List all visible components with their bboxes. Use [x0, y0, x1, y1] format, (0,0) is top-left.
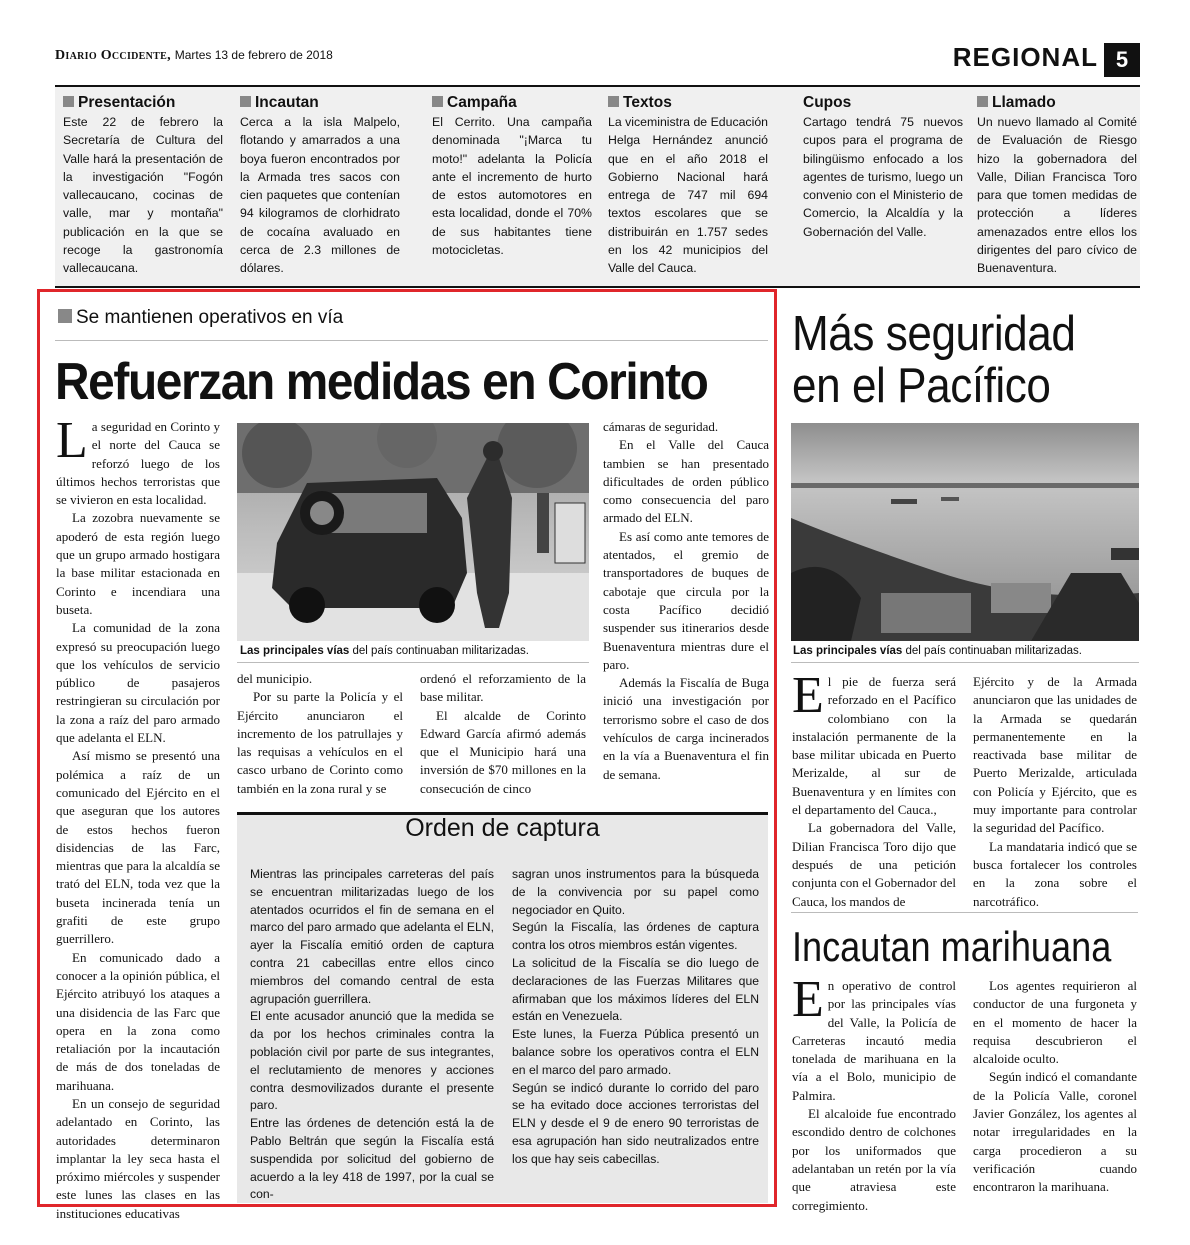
square-bullet-icon [608, 96, 619, 107]
main-kicker: Se mantienen operativos en vía [58, 307, 343, 329]
pacifico-photo-caption: Las principales vías del país continuaban militarizadas. [793, 645, 1082, 657]
pacifico-column-2: Ejército y de la Armada anunciaron que las unidades de la Armada se quedarán permanentemente en la reactivada base militar de Puerto Merizalde, articulada con Policía y Ejército, que es muy importante para controlar la seguridad del Pacífico. La mandataria indicó que se busca fortalecer los controles en la zona sobre el narcotráfico. [973, 674, 1137, 909]
square-bullet-icon [432, 96, 443, 107]
main-photo-caption: Las principales vías del país continuaban militarizadas. [240, 645, 529, 657]
brief-text: Este 22 de febrero la Secretaría de Cultura del Valle hará la presentación de la investigación "Fogón vallecaucano, cocinas de valle, mar y montaña" publicación en la que se recoge la gastronomía vallecaucana. [63, 115, 223, 276]
briefs-strip [55, 85, 1140, 288]
brief-incautan: Incautan Cerca a la isla Malpelo, flotando y amarrados a una boya fueron encontrados por la Armada tres sacos con cien paquetes que contenían 94 kilogramos de clorhidrato de cocaína avaluado en cerca de 2.3 millones de dólares. [240, 93, 400, 278]
pacifico-bay-photo [791, 423, 1139, 641]
orden-column-2: sagran unos instrumentos para la búsqueda de la convivencia por su papel como negociador en Quito. Según la Fiscalía, las órdenes de captura contra los otros miembros están vigentes. La solicitud de la Fiscalía se dio luego de declaraciones de las Fuerzas Militares que afirmaban que los máximos líderes del ELN están en Venezuela. Este lunes, la Fuerza Pública presentó un balance sobre los operativos contra el ELN en el marco del paro armado. Según se indicó durante lo corrido del paro se ha evitado doce acciones terroristas del ELN y desde el 9 de enero 90 terroristas de esa agrupación han sido neutralizados entre los que hay seis cabecillas. [512, 867, 759, 1166]
square-bullet-icon [240, 96, 251, 107]
dropcap: E [792, 667, 824, 724]
page-header [55, 40, 1140, 78]
corinto-checkpoint-photo [237, 423, 589, 641]
issue-date: Martes 13 de febrero de 2018 [174, 48, 333, 62]
main-column-1: La seguridad en Corinto y el norte del Cauca se reforzó luego de los últimos hechos terroristas que se vivieron en esta localidad. La zozobra nuevamente se apoderó de esta región luego que un grupo armado hostigara la base militar estacionada en Corinto e incendiara una buseta. La comunidad de la zona expresó su preocupación luego que los vehículos de servicio público de pasajeros restringieran su circulación por la zona a raíz del paro armado que adelanta el ELN. Así mismo se presentó una polémica a raíz de un comunicado del Ejército en el que aseguran que los autores de estos hechos fueron disidencias de las Farc, mientras que para la alcaldía se trató del ELN, toda vez que la buseta incinerada tenía un grafiti de este grupo guerrillero. En comunicado dado a conocer a la opinión pública, el Ejército atribuyó los ataques a una disidencia de las Farc que opera en la zona como retaliación por la incautación de más de dos toneladas de marihuana. En un consejo de seguridad adelantado en Corinto, las autoridades determinaron implantar la ley seca hasta el próximo miércoles y suspender este lunes las clases en las instituciones educativas [56, 412, 220, 1221]
pacifico-headline: Más seguridad en el Pacífico [792, 307, 1076, 413]
brief-cupos: Cupos Cartago tendrá 75 nuevos cupos para el programa de bilingüismo enfocado a los agentes de turismo, luego un convenio con el Ministerio de Comercio, la Alcaldía y la Gobernación del Valle. [803, 93, 963, 241]
square-bullet-icon [58, 309, 72, 323]
brief-text: La viceministra de Educación Helga Hernández anunció que en el año 2018 el Gobierno Nacional hará entrega de 747 mil 694 textos escolares que se distribuirán en 1.757 sedes en los 42 municipios del Valle del Cauca. [608, 115, 768, 276]
marihuana-column-2: Los agentes requirieron al conductor de una furgoneta y en el momento de hacer la requisa descubrieron el alcaloide oculto. Según indicó el comandante de la Policía Valle, coronel Javier González, los agentes al notar irregularidades en la carga procedieron a su verificación cuando encontraron la marihuana. [973, 978, 1137, 1195]
square-bullet-icon [977, 96, 988, 107]
brief-text: Cerca a la isla Malpelo, flotando y amarrados a una boya fueron encontrados por la Armada tres sacos con cien paquetes que contenían 94 kilogramos de clorhidrato de cocaína avaluado en cerca de 2.3 millones de dólares. [240, 115, 400, 276]
square-bullet-icon [63, 96, 74, 107]
marihuana-column-1: En operativo de control por las principales vías del Valle, la Policía de Carreteras incautó media tonelada de marihuana en la vía a el Bolo, municipio de Palmira. El alcaloide fue encontrado escondido dentro de colchones por los uniformados que adelantaban un retén por la vía que atraviesa este corregimiento. [792, 971, 956, 1213]
paper-name: Diario Occidente, Martes 13 de febrero de 2018 [55, 48, 333, 63]
orden-captura-title: Orden de captura [405, 814, 600, 842]
dropcap: E [792, 971, 824, 1028]
section-title: REGIONAL [952, 42, 1098, 72]
page-number: 5 [1104, 43, 1140, 77]
divider [791, 912, 1138, 913]
divider [237, 662, 589, 663]
pacifico-column-1: El pie de fuerza será reforzado en el Pacífico colombiano con la instalación permanente de la base militar ubicada en Puerto Merizalde, al sur de Buenaventura y en límites con el departamento del Cauca., La gobernadora del Valle, Dilian Francisca Toro dijo que después de una petición conjunta con el Gobernador del Cauca, los mandos de [792, 667, 956, 909]
dropcap: L [56, 412, 88, 469]
brief-textos: Textos La viceministra de Educación Helga Hernández anunció que en el año 2018 el Gobierno Nacional hará entrega de 747 mil 694 textos escolares que se distribuirán en 1.757 sedes en los 42 municipios del Valle del Cauca. [608, 93, 768, 278]
brief-text: Un nuevo llamado al Comité de Evaluación de Riesgo hizo la gobernadora del Valle, Dilian Francisca Toro para que tomen medidas de protección a líderes amenazados entre ellos los dirigentes del paro cívico de Buenaventura. [977, 115, 1137, 276]
brief-presentacion: Presentación Este 22 de febrero la Secretaría de Cultura del Valle hará la presentación de la investigación "Fogón vallecaucano, cocinas de valle, mar y montaña" publicación en la que se recoge la gastronomía vallecaucana. [63, 93, 223, 278]
main-headline: Refuerzan medidas en Corinto [55, 353, 708, 411]
main-column-3: ordenó el reforzamiento de la base militar. El alcalde de Corinto Edward García afirmó además que el Municipio hará una inversión de $70 millones en la consecución de cinco [420, 671, 586, 796]
main-column-4: cámaras de seguridad. En el Valle del Cauca tambien se han presentado dificultades de orden público como consecuencia del paro armado del ELN. Es así como ante temores de atentados, el gremio de transportadores de buques de cabotaje que circula por la costa Pacífico decidió suspender sus itinerarios desde Buenaventura mientras dure el paro. Además la Fiscalía de Buga inició una investigación por terrorismo sobre el caso de dos vehículos de carga incinerados en la vía a Buenaventura el fin de semana. [603, 419, 769, 782]
marihuana-headline: Incautan marihuana [792, 923, 1112, 970]
divider [55, 340, 768, 341]
divider [791, 662, 1139, 663]
main-column-2: del municipio. Por su parte la Policía y el Ejército anunciaron el incremento de los patrullajes y las requisas a vehículos en el casco urbano de Corinto como también en la zona rural y se [237, 671, 403, 796]
brief-campana: Campaña El Cerrito. Una campaña denominada "¡Marca tu moto!" adelanta la Policía ante el incremento de hurto de estos automotores en esta localidad, donde el 70% de sus habitantes tiene motocicletas. [432, 93, 592, 259]
brief-llamado: Llamado Un nuevo llamado al Comité de Evaluación de Riesgo hizo la gobernadora del Valle, Dilian Francisca Toro para que tomen medidas de protección a líderes amenazados entre ellos los dirigentes del paro cívico de Buenaventura. [977, 93, 1137, 278]
brief-text: El Cerrito. Una campaña denominada "¡Marca tu moto!" adelanta la Policía ante el incremento de hurto de estos automotores en esta localidad, donde el 70% de sus habitantes tiene motocicletas. [432, 115, 592, 258]
brief-text: Cartago tendrá 75 nuevos cupos para el programa de bilingüismo enfocado a los agentes de turismo, luego un convenio con el Ministerio de Comercio, la Alcaldía y la Gobernación del Valle. [803, 115, 963, 239]
orden-column-1: Mientras las principales carreteras del país se encuentran militarizadas luego de los atentados ocurridos el fin de semana en el marco del paro armado que adelanta el ELN, ayer la Fiscalía emitió orden de captura contra 21 cabecillas entre ellos cinco miembros del comando central de esta agrupación guerrillera. El ente acusador anunció que la medida se da por los hechos criminales contra la población civil por parte de sus integrantes, el reclutamiento de menores y acciones contra desmovilizados durante el presente paro. Entre las órdenes de detención está la de Pablo Beltrán que según la Fiscalía está suspendida por solicitud del gobierno de acuerdo a la ley 418 de 1997, por la cual se con- [250, 867, 494, 1202]
